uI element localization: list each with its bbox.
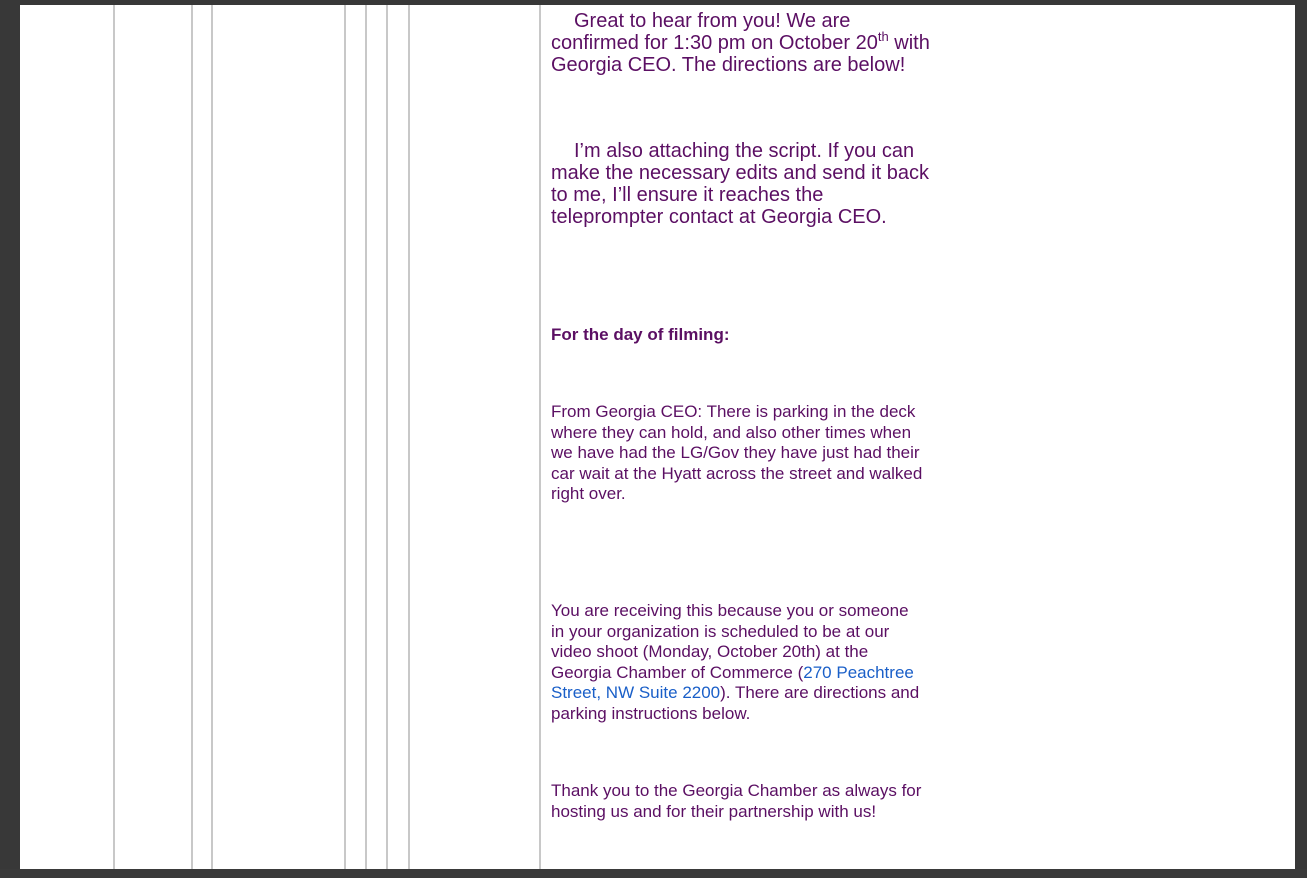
text-line: Thank you to the Georgia Chamber as always for — [551, 781, 922, 800]
thanks-paragraph — [551, 781, 951, 822]
text-span: confirmed for 1:30 pm on October 20 — [551, 32, 878, 54]
confirmation-paragraph — [551, 10, 951, 76]
text-line: Georgia CEO. The directions are below! — [551, 54, 906, 76]
text-line: in your organization is scheduled to be at our — [551, 621, 890, 641]
text-line: to me, I’ll ensure it reaches the — [551, 184, 824, 206]
text-span: ). There are directions and — [720, 683, 920, 703]
text-span: Georgia Chamber of Commerce ( — [551, 662, 804, 682]
table-rule — [211, 5, 213, 869]
text-line: hosting us and for their partnership with us! — [551, 801, 877, 821]
bottom-frame-edge — [0, 869, 1307, 878]
superscript: th — [877, 29, 889, 44]
table-rule — [386, 5, 388, 869]
text-span: with — [888, 32, 930, 54]
text-line: make the necessary edits and send it back — [551, 162, 929, 184]
document-page — [20, 5, 1295, 869]
script-paragraph — [551, 140, 951, 228]
address-link[interactable]: 270 Peachtree — [803, 662, 914, 682]
text-line: video shoot (Monday, October 20th) at the — [551, 642, 869, 662]
text-line — [551, 10, 951, 32]
text-line: right over. — [551, 484, 626, 504]
filming-heading: For the day of filming: — [551, 325, 730, 344]
address-link[interactable]: Street, NW Suite 2200 — [551, 683, 721, 703]
table-rule — [365, 5, 367, 869]
text-span: Great to hear from you! We are — [574, 10, 851, 32]
text-line: You are receiving this because you or someone — [551, 601, 909, 620]
text-line: From Georgia CEO: There is parking in the deck — [551, 402, 916, 421]
text-line — [551, 140, 951, 162]
notice-paragraph — [551, 601, 951, 725]
table-rule — [344, 5, 346, 869]
table-rule — [113, 5, 115, 869]
text-line — [551, 663, 951, 684]
text-line — [551, 29, 951, 54]
text-line: parking instructions below. — [551, 703, 751, 723]
parking-paragraph — [551, 402, 951, 505]
text-line — [551, 683, 951, 704]
text-line: we have had the LG/Gov they have just had their — [551, 443, 920, 463]
text-span: I’m also attaching the script. If you can — [574, 140, 915, 162]
table-rule — [408, 5, 410, 869]
text-line: teleprompter contact at Georgia CEO. — [551, 206, 887, 228]
table-rule — [191, 5, 193, 869]
text-line: where they can hold, and also other times when — [551, 422, 912, 442]
text-line: car wait at the Hyatt across the street and walked — [551, 463, 923, 483]
table-rule — [539, 5, 541, 869]
